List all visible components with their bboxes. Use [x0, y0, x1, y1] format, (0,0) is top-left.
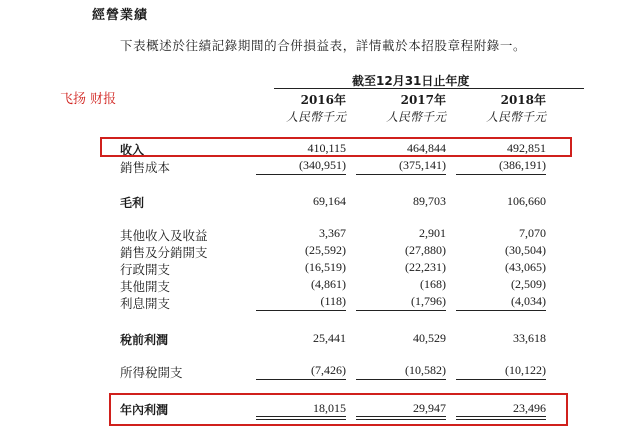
row-label-income-tax: 所得稅開支	[120, 365, 183, 380]
cell-selling-expenses-2018: (30,504)	[505, 243, 546, 257]
row-label-revenue: 收入	[120, 143, 145, 157]
row-label-gross-profit: 毛利	[120, 196, 145, 210]
cell-profit-before-tax-2018: 33,618	[513, 331, 546, 345]
cell-admin-expenses-2017: (22,231)	[405, 260, 446, 274]
row-label-admin-expenses: 行政開支	[120, 262, 171, 277]
year-header-2018: 2018年	[500, 93, 546, 107]
cell-admin-expenses-2016: (16,519)	[305, 260, 346, 274]
row-label-profit-for-year: 年內利潤	[120, 403, 169, 417]
underline-interest-2017	[356, 310, 446, 311]
cell-income-tax-2016: (7,426)	[311, 363, 346, 377]
cell-profit-before-tax-2016: 25,441	[313, 331, 346, 345]
cell-cost-of-sales-2018: (386,191)	[499, 158, 546, 172]
period-underline	[274, 88, 584, 89]
row-label-other-expenses: 其他開支	[120, 279, 171, 294]
cell-cost-of-sales-2017: (375,141)	[399, 158, 446, 172]
row-label-profit-before-tax: 稅前利潤	[120, 333, 169, 347]
cell-selling-expenses-2016: (25,592)	[305, 243, 346, 257]
underline-tax-2016	[256, 379, 346, 380]
underline-tax-2018	[456, 379, 546, 380]
cell-revenue-2016: 410,115	[307, 141, 346, 155]
row-label-selling-expenses: 銷售及分銷開支	[120, 245, 208, 260]
cell-other-income-2016: 3,367	[319, 226, 346, 240]
cell-other-income-2018: 7,070	[519, 226, 546, 240]
cell-interest-expenses-2016: (118)	[320, 294, 346, 308]
unit-label-2018: 人民幣千元	[485, 110, 546, 124]
year-header-2016: 2016年	[300, 93, 346, 107]
cell-profit-before-tax-2017: 40,529	[413, 331, 446, 345]
cell-other-expenses-2018: (2,509)	[511, 277, 546, 291]
cell-gross-profit-2017: 89,703	[413, 194, 446, 208]
highlight-box-profit	[109, 393, 568, 426]
cell-interest-expenses-2017: (1,796)	[411, 294, 446, 308]
cell-admin-expenses-2018: (43,065)	[505, 260, 546, 274]
underline-cost-2016	[256, 174, 346, 175]
unit-label-2016: 人民幣千元	[285, 110, 346, 124]
underline-interest-2016	[256, 310, 346, 311]
underline-interest-2018	[456, 310, 546, 311]
watermark-label: 飞扬 财报	[60, 92, 117, 107]
intro-text: 下表概述於往績記錄期間的合併損益表，詳情載於本招股章程附錄一。	[120, 38, 527, 53]
cell-gross-profit-2018: 106,660	[507, 194, 546, 208]
cell-interest-expenses-2018: (4,034)	[511, 294, 546, 308]
cell-profit-for-year-2016: 18,015	[313, 401, 346, 415]
unit-label-2017: 人民幣千元	[385, 110, 446, 124]
section-title: 經營業績	[92, 8, 149, 23]
year-header-2017: 2017年	[400, 93, 446, 107]
cell-other-expenses-2017: (168)	[420, 277, 446, 291]
cell-profit-for-year-2018: 23,496	[513, 401, 546, 415]
underline-cost-2017	[356, 174, 446, 175]
cell-other-expenses-2016: (4,861)	[311, 277, 346, 291]
row-label-interest-expenses: 利息開支	[120, 296, 171, 311]
cell-revenue-2017: 464,844	[407, 141, 446, 155]
underline-cost-2018	[456, 174, 546, 175]
highlight-box-revenue	[100, 137, 572, 157]
cell-revenue-2018: 492,851	[507, 141, 546, 155]
cell-gross-profit-2016: 69,164	[313, 194, 346, 208]
cell-profit-for-year-2017: 29,947	[413, 401, 446, 415]
cell-cost-of-sales-2016: (340,951)	[299, 158, 346, 172]
cell-income-tax-2017: (10,582)	[405, 363, 446, 377]
row-label-cost-of-sales: 銷售成本	[120, 160, 171, 175]
cell-selling-expenses-2017: (27,880)	[405, 243, 446, 257]
row-label-other-income: 其他收入及收益	[120, 228, 208, 243]
cell-income-tax-2018: (10,122)	[505, 363, 546, 377]
underline-tax-2017	[356, 379, 446, 380]
cell-other-income-2017: 2,901	[419, 226, 446, 240]
period-header: 截至12月31日止年度	[352, 74, 470, 88]
